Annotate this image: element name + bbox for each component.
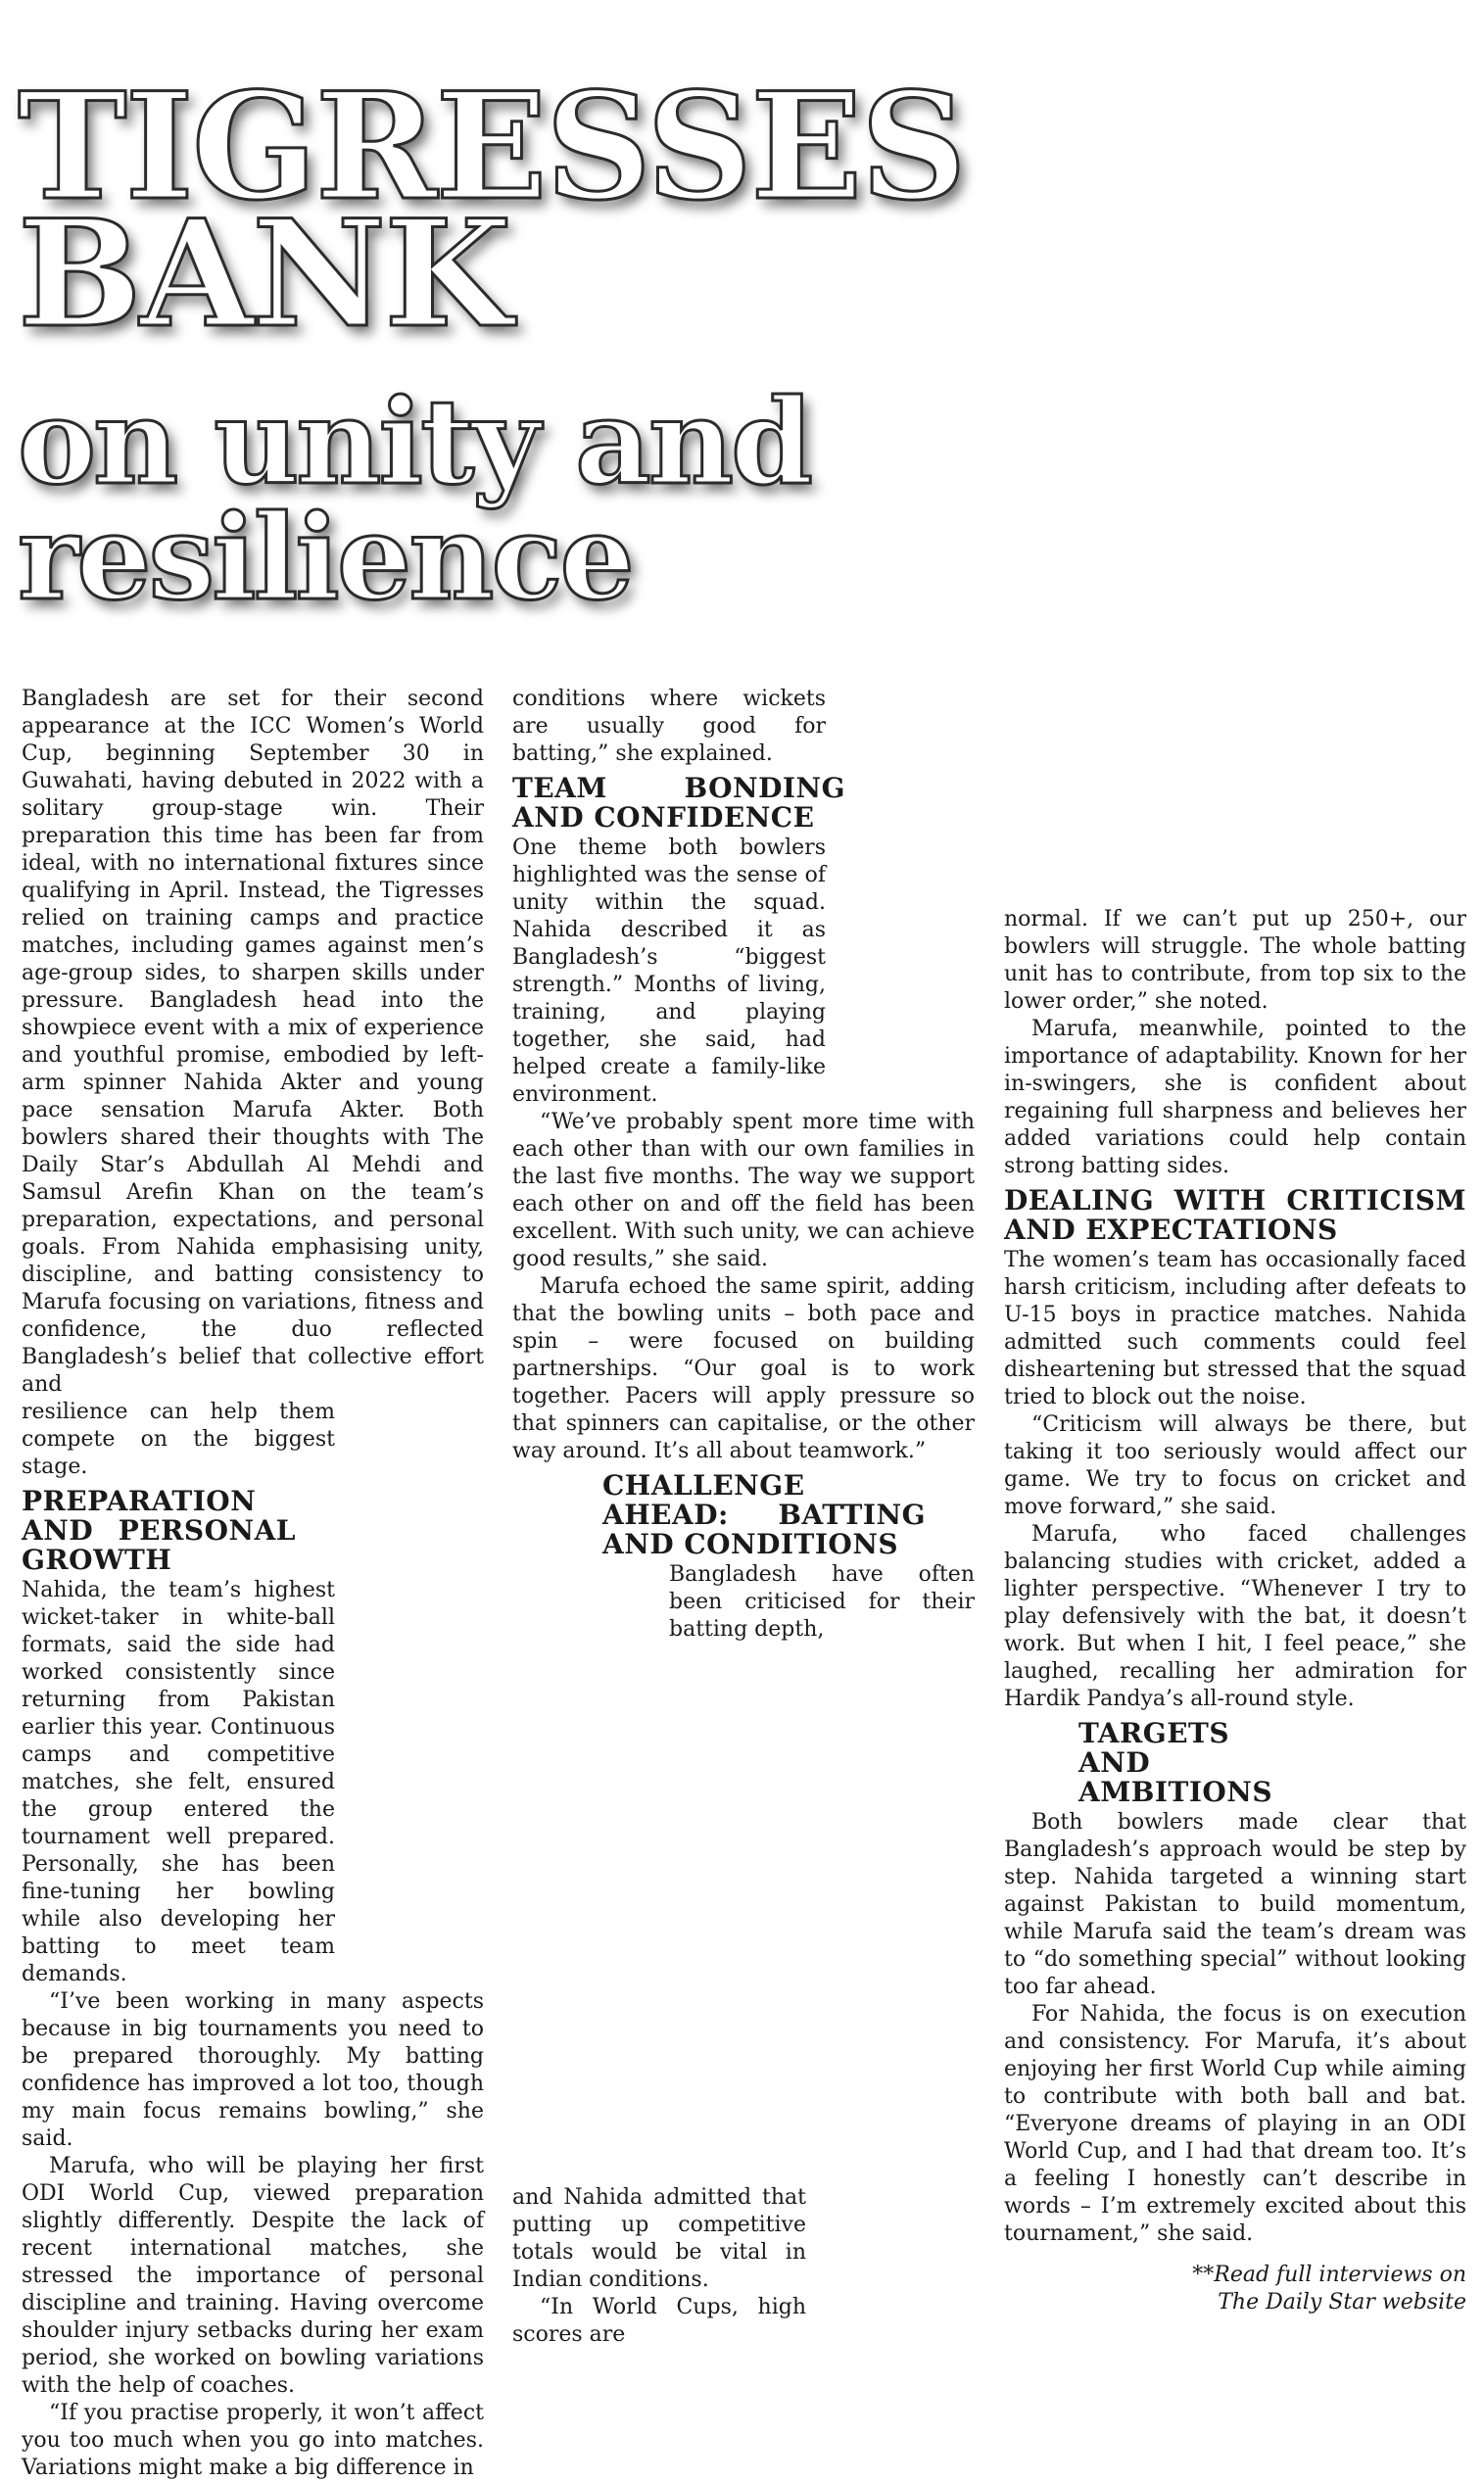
subhead-preparation: PREPARATION AND PERSONAL GROWTH	[22, 1485, 296, 1576]
intro-paragraph-end: resilience can help them compete on the biggest stage.	[22, 1400, 335, 1479]
column-2-bottom	[512, 2184, 806, 2349]
body-paragraph: Marufa, who faced challenges balancing studies with cricket, added a lighter perspective. “Whenever I try to play defensively with the bat, it doesn’t work. But when I hit, I feel peace,” she laughed, recalling her admiration for Hardik Pandya’s all-round style.	[1004, 1522, 1466, 1711]
column-1	[22, 686, 484, 2482]
body-paragraph: Marufa, who will be playing her first ODI World Cup, viewed preparation slightly differently. Despite the lack of recent international matches, she stressed the importance of personal discipline and training. Having overcome shoulder injury setbacks during her exam period, she worked on bowling variations with the help of coaches.	[22, 2154, 484, 2398]
body-paragraph: One theme both bowlers highlighted was the sense of unity within the squad. Nahida described it as Bangladesh’s “biggest strength.” Months of living, training, and playing together, she said, had helped create a family-like environment.	[512, 835, 826, 1107]
subhead-targets: TARGETS AND AMBITIONS	[1078, 1717, 1273, 1808]
subhead-criticism: DEALING WITH CRITICISM AND EXPECTATIONS	[1004, 1184, 1466, 1246]
credit-line-2: The Daily Star website	[1218, 2290, 1466, 2315]
body-paragraph: “I’ve been working in many aspects because in big tournaments you need to be prepared thoroughly. My batting confidence has improved a lot too, though my main focus remains bowling,” she said.	[22, 1989, 484, 2151]
body-paragraph: and Nahida admitted that putting up competitive totals would be vital in Indian conditions.	[512, 2185, 806, 2292]
body-paragraph: “In World Cups, high scores are	[512, 2295, 806, 2347]
column-3	[1004, 906, 1466, 2316]
body-paragraph: Marufa echoed the same spirit, adding that the bowling units – both pace and spin – were focused on building partnerships. “Our goal is to work together. Pacers will apply pressure so that spinners can capitalise, or the other way around. It’s all about teamwork.”	[512, 1274, 975, 1463]
body-paragraph: Nahida, the team’s highest wicket-taker in white-ball formats, said the side had worked consistently since returning from Pakistan earlier this year. Continuous camps and competitive matches, she felt, ensured the group entered the tournament well prepared. Personally, she has been fine-tuning her bowling while also developing her batting to meet team demands.	[22, 1578, 335, 1986]
headline-line-2: BANK	[18, 188, 510, 360]
subhead-team-bonding: TEAM BONDING AND CONFIDENCE	[512, 772, 845, 834]
body-paragraph: Both bowlers made clear that Bangladesh’s approach would be step by step. Nahida targeted a winning start against Pakistan to build momentum, while Marufa said the team’s dream was to “do something special” without looking too far ahead.	[1004, 1810, 1466, 1999]
credit-line-1: **Read full interviews on	[1192, 2263, 1466, 2287]
body-paragraph: “We’ve probably spent more time with each other than with our own families in the last five months. The way we support each other on and off the field has been excellent. With such unity, we can achieve good results,” she said.	[512, 1110, 975, 1271]
headline-line-4: resilience	[18, 489, 632, 627]
body-paragraph: Marufa, meanwhile, pointed to the importance of adaptability. Known for her in-swingers, she is confident about regaining full sharpness and believes her added variations could help contain strong batting sides.	[1004, 1017, 1466, 1178]
subhead-challenge: CHALLENGE AHEAD: BATTING AND CONDITIONS	[602, 1469, 926, 1560]
intro-paragraph: Bangladesh are set for their second appearance at the ICC Women’s World Cup, beginning September 30 in Guwahati, having debuted in 2022 with a solitary group-stage win. Their preparation this time has been far from ideal, with no international fixtures since qualifying in April. Instead, the Tigresses relied on training camps and practice matches, including games against men’s age-group sides, to sharpen skills under pressure. Bangladesh head into the showpiece event with a mix of experience and youthful promise, embodied by left-arm spinner Nahida Akter and young pace sensation Marufa Akter. Both bowlers shared their thoughts with The Daily Star’s Abdullah Al Mehdi and Samsul Arefin Khan on the team’s preparation, expectations, and personal goals. From Nahida emphasising unity, discipline, and batting consistency to Marufa focusing on variations, fitness and confidence, the duo reflected Bangladesh’s belief that collective effort and	[22, 687, 484, 1397]
body-paragraph: The women’s team has occasionally faced harsh criticism, including after defeats to U-15 boys in practice matches. Nahida admitted such comments could feel disheartening but stressed that the squad tried to block out the noise.	[1004, 1248, 1466, 1409]
body-paragraph: Bangladesh have often been criticised for their batting depth,	[669, 1562, 975, 1642]
body-paragraph: normal. If we can’t put up 250+, our bowlers will struggle. The whole batting unit has to contribute, from top six to the lower order,” she noted.	[1004, 907, 1466, 1014]
headline-line-3: on unity and	[18, 373, 810, 511]
headline-line-1: TIGRESSES	[18, 61, 965, 233]
column-2	[512, 686, 975, 1644]
body-paragraph: For Nahida, the focus is on execution and consistency. For Marufa, it’s about enjoying her first World Cup while aiming to contribute with both ball and bat. “Everyone dreams of playing in an ODI World Cup, and I had that dream too. It’s a feeling I honestly can’t describe in words – I’m extremely excited about this tournament,” she said.	[1004, 2002, 1466, 2246]
body-paragraph: “If you practise properly, it won’t affect you too much when you go into matches. Variations might make a big difference in	[22, 2401, 484, 2480]
body-paragraph: conditions where wickets are usually good for batting,” she explained.	[512, 687, 826, 766]
body-paragraph: “Criticism will always be there, but taking it too seriously would affect our game. We try to focus on cricket and move forward,” she said.	[1004, 1412, 1466, 1519]
